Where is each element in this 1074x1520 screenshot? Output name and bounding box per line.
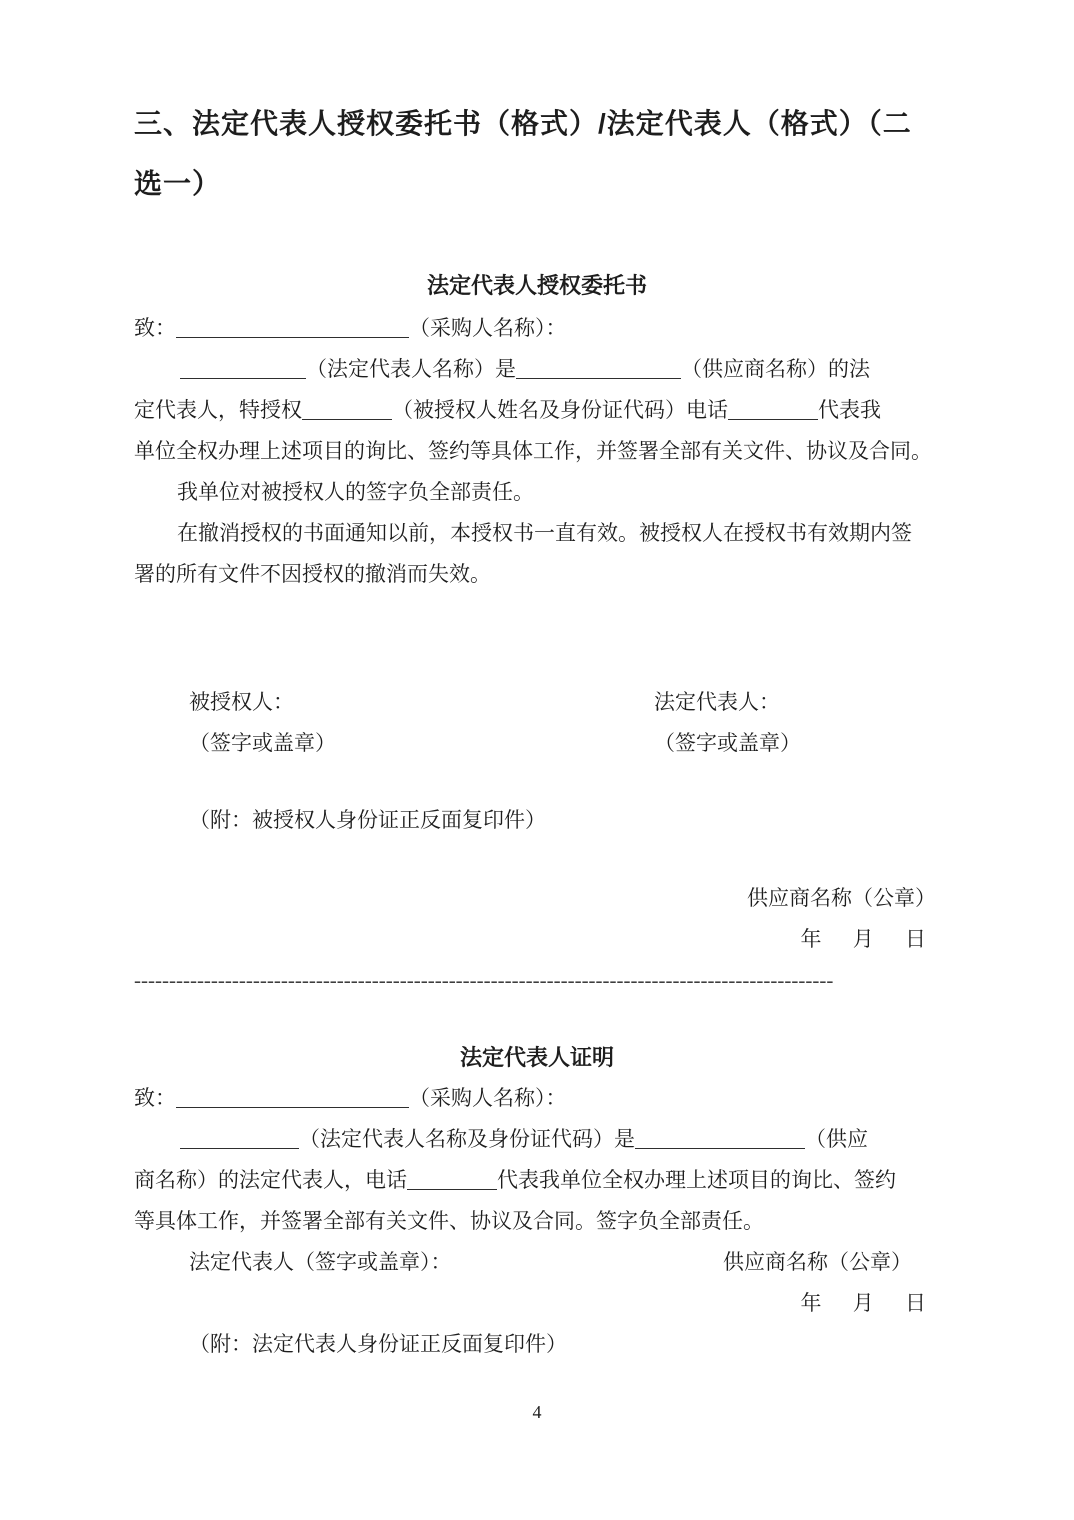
auth-date-year-label: 年	[800, 927, 822, 951]
auth-line2-text2: （供应商名称）的法	[681, 357, 870, 381]
auth-signature-notes-row	[134, 723, 940, 764]
auth-date-day-label: 日	[905, 927, 926, 951]
page-title	[134, 94, 940, 214]
grantee-sign-note: （签字或盖章）	[189, 731, 336, 755]
auth-supplier-seal-line: 供应商名称（公章）	[747, 886, 936, 910]
authorization-letter-section	[134, 270, 940, 960]
blank-agent-name-id	[302, 397, 392, 420]
cert-to-label: 致：	[134, 1086, 176, 1110]
cert-to-note: （采购人名称）：	[409, 1086, 567, 1110]
auth-date-line	[134, 919, 940, 960]
blank-cert-supplier-name	[635, 1126, 805, 1149]
blank-cert-legal-rep-name-id	[180, 1126, 299, 1149]
cert-date-line	[134, 1283, 940, 1324]
cert-line2-text2: （供应	[805, 1127, 868, 1151]
auth-line5: 我单位对被授权人的签字负全部责任。	[177, 480, 534, 504]
legal-rep-sign-note: （签字或盖章）	[654, 731, 801, 755]
cert-line4: 等具体工作，并签署全部有关文件、协议及合同。签字负全部责任。	[134, 1209, 764, 1233]
page-number: 4	[532, 1402, 542, 1422]
page-title-line1: 三、法定代表人授权委托书（格式）/法定代表人（格式）（二	[134, 108, 912, 139]
cert-line3-text1: 商名称）的法定代表人，电话	[134, 1168, 407, 1192]
cert-line2-text1: （法定代表人名称及身份证代码）是	[299, 1127, 635, 1151]
auth-attachment-note: （附：被授权人身份证正反面复印件）	[189, 808, 546, 832]
auth-to-label: 致：	[134, 316, 176, 340]
cert-line3-text2: 代表我单位全权办理上述项目的询比、签约	[497, 1168, 896, 1192]
certificate-body	[134, 1078, 940, 1365]
page-title-line2: 选一）	[134, 168, 222, 199]
auth-signature-block	[134, 682, 940, 841]
cert-date-month-label: 月	[852, 1291, 874, 1315]
auth-line7: 署的所有文件不因授权的撤消而失效。	[134, 562, 491, 586]
cert-line2	[134, 1119, 940, 1160]
cert-date-year-label: 年	[800, 1291, 822, 1315]
blank-legal-rep-name	[180, 356, 306, 379]
grantee-label: 被授权人：	[189, 690, 294, 714]
blank-cert-phone	[407, 1167, 497, 1190]
blank-purchaser-name	[176, 315, 409, 338]
auth-line2	[134, 349, 940, 390]
cert-date-day-label: 日	[905, 1291, 926, 1315]
blank-supplier-name	[516, 356, 681, 379]
cert-to-line	[134, 1078, 940, 1119]
cert-attachment-note: （附：法定代表人身份证正反面复印件）	[189, 1332, 567, 1356]
cert-line3	[134, 1160, 940, 1201]
auth-line3	[134, 390, 940, 431]
cert-legal-rep-sign-label: 法定代表人（签字或盖章）：	[189, 1250, 452, 1274]
auth-line3-text1: 定代表人，特授权	[134, 398, 302, 422]
auth-to-line	[134, 308, 940, 349]
authorization-body	[134, 308, 940, 595]
section-separator-dashes: ----------------------------------------------------------------------------------------------------	[134, 968, 834, 992]
certificate-heading: 法定代表人证明	[459, 1045, 614, 1070]
authorization-letter-heading: 法定代表人授权委托书	[426, 273, 647, 298]
cert-signature-row	[134, 1242, 940, 1283]
auth-line2-text1: （法定代表人名称）是	[306, 357, 516, 381]
auth-date-month-label: 月	[852, 927, 874, 951]
auth-to-note: （采购人名称）：	[409, 316, 567, 340]
auth-line4: 单位全权办理上述项目的询比、签约等具体工作，并签署全部有关文件、协议及合同。	[134, 439, 932, 463]
auth-line6: 在撤消授权的书面通知以前，本授权书一直有效。被授权人在授权书有效期内签	[177, 521, 912, 545]
auth-signature-labels-row	[134, 682, 940, 723]
blank-agent-phone	[728, 397, 818, 420]
cert-supplier-seal-label: 供应商名称（公章）	[723, 1250, 912, 1274]
legal-rep-label: 法定代表人：	[654, 690, 780, 714]
blank-cert-purchaser-name	[176, 1085, 409, 1108]
auth-line3-text3: 代表我	[818, 398, 881, 422]
certificate-section	[134, 1042, 940, 1365]
auth-line3-text2: （被授权人姓名及身份证代码）电话	[392, 398, 728, 422]
